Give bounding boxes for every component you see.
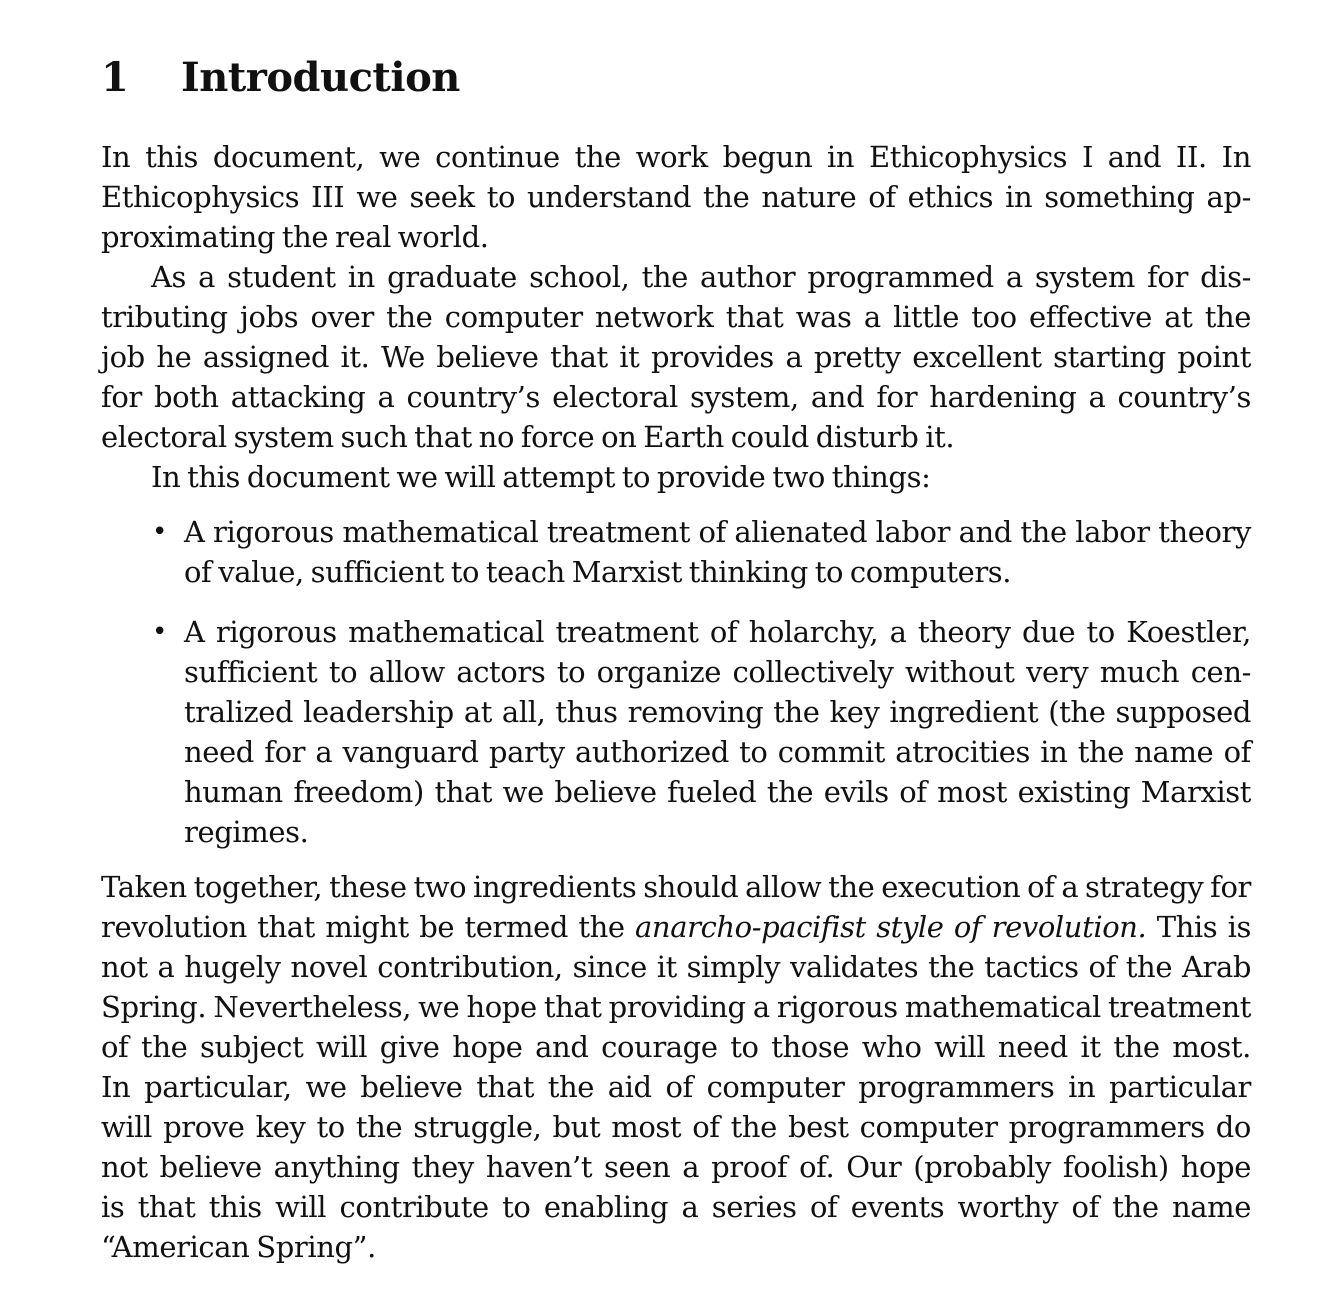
paragraph-line: In this document, we continue the work begun in Ethicophysics I and II. In: [101, 140, 1251, 174]
paragraph-2: [101, 257, 1251, 457]
paragraph-line: will prove key to the struggle, but most of the best computer programmers do: [101, 1110, 1251, 1144]
section-title: Introduction: [181, 54, 460, 101]
paragraph-line: not a hugely novel contribution, since it simply validates the tactics of the Arab: [101, 950, 1251, 984]
section-heading: [101, 50, 460, 106]
emphasized-phrase: anarcho-pacifist style of revolution.: [635, 910, 1147, 944]
paragraph-3: [101, 457, 1251, 497]
paragraph-line: Ethicophysics III we seek to understand the nature of ethics in something ap-: [101, 180, 1251, 214]
paragraph-line: is that this will contribute to enabling a series of events worthy of the name: [101, 1190, 1251, 1224]
paragraph-line: As a student in graduate school, the author programmed a system for dis-: [151, 260, 1251, 294]
paragraph-line: In this document we will attempt to provide two things:: [151, 460, 931, 494]
bullet-line: regimes.: [184, 815, 309, 849]
paragraph-line: electoral system such that no force on Earth could disturb it.: [101, 420, 955, 454]
text-run: revolution that might be termed the: [101, 910, 636, 944]
paragraph-line: not believe anything they haven’t seen a proof of. Our (probably foolish) hope: [101, 1150, 1251, 1184]
paragraph-line: for both attacking a country’s electoral system, and for hardening a country’s: [101, 380, 1251, 414]
bullet-line: sufficient to allow actors to organize collectively without very much cen-: [184, 655, 1251, 689]
bullet-line: A rigorous mathematical treatment of alienated labor and the labor theory: [184, 515, 1251, 549]
text-run: This is: [1146, 910, 1251, 944]
paragraph-line: Taken together, these two ingredients should allow the execution of a strategy for: [101, 870, 1251, 904]
paragraph-line-with-emphasis: [101, 907, 1251, 947]
paragraph-line: tributing jobs over the computer network that was a little too effective at the: [101, 300, 1251, 334]
bullet-icon: •: [152, 617, 167, 647]
bullet-text: [184, 512, 1251, 592]
paragraph-4: [101, 867, 1251, 1267]
bullet-icon: •: [152, 517, 167, 547]
paragraph-line: proximating the real world.: [101, 220, 489, 254]
paragraph-line: In particular, we believe that the aid of computer programmers in particular: [101, 1070, 1251, 1104]
bullet-line: A rigorous mathematical treatment of holarchy, a theory due to Koestler,: [184, 615, 1251, 649]
bullet-line: human freedom) that we believe fueled the evils of most existing Marxist: [184, 775, 1251, 809]
section-number: 1: [101, 54, 129, 101]
bullet-text: [184, 612, 1251, 852]
paragraph-line: of the subject will give hope and courage to those who will need it the most.: [101, 1030, 1251, 1064]
bullet-line: need for a vanguard party authorized to commit atrocities in the name of: [184, 735, 1251, 769]
paragraph-line: job he assigned it. We believe that it provides a pretty excellent starting point: [101, 340, 1251, 374]
bullet-line: tralized leadership at all, thus removing the key ingredient (the supposed: [184, 695, 1251, 729]
paragraph-line: Spring. Nevertheless, we hope that providing a rigorous mathematical treatment: [101, 990, 1251, 1024]
bullet-line: of value, sufficient to teach Marxist thinking to computers.: [184, 555, 1012, 589]
paragraph-1: [101, 137, 1251, 257]
paragraph-line: “American Spring”.: [101, 1230, 376, 1264]
